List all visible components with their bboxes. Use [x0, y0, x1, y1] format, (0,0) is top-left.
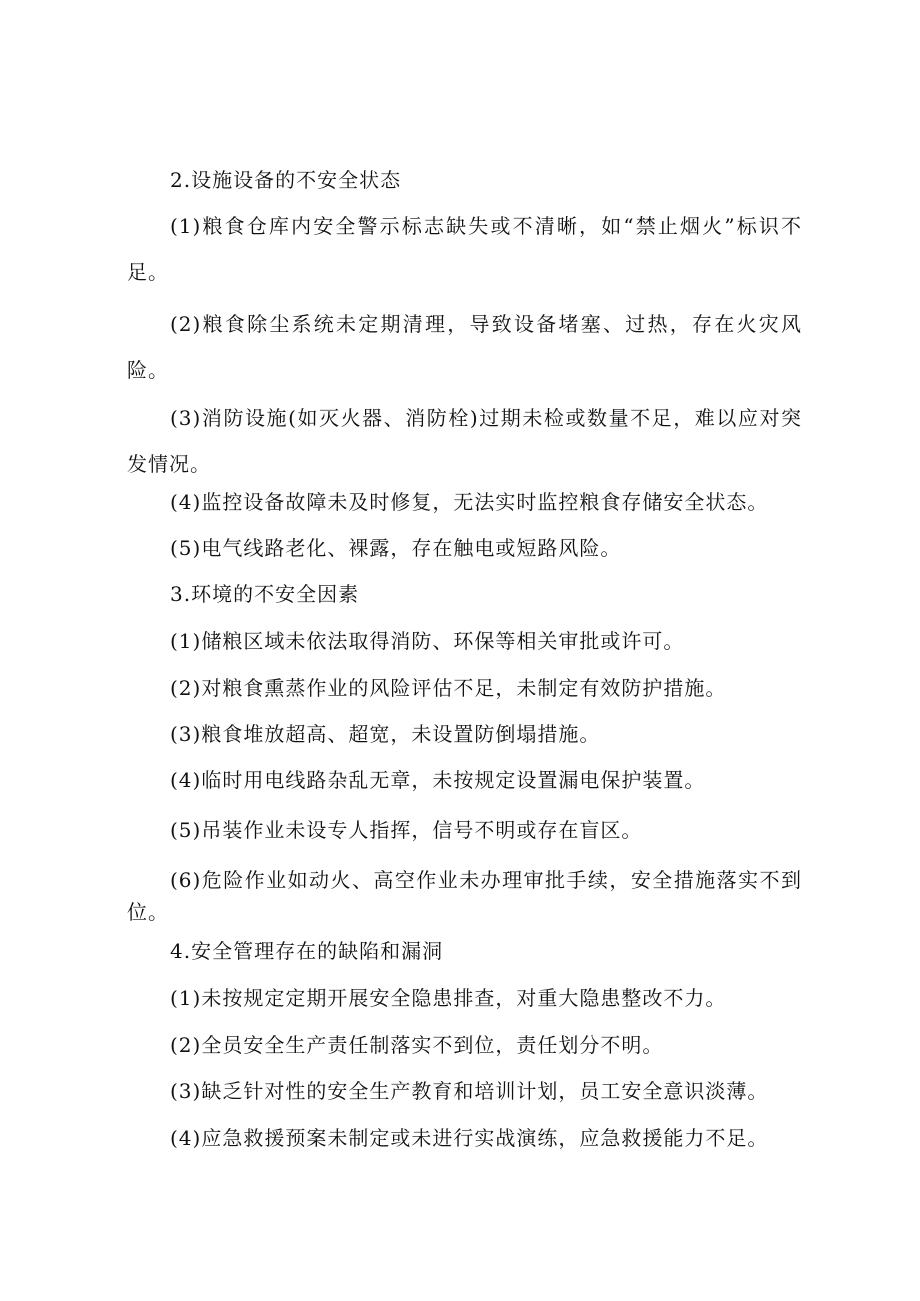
list-item: (1)未按规定定期开展安全隐患排查，对重大隐患整改不力。	[170, 986, 727, 1010]
list-item: (1)储粮区域未依法取得消防、环保等相关审批或许可。	[170, 629, 685, 653]
list-item: (5)电气线路老化、裸露，存在触电或短路风险。	[170, 536, 622, 560]
section-heading: 4.安全管理存在的缺陷和漏洞	[170, 939, 444, 963]
list-item: (3)粮食堆放超高、超宽，未设置防倒塌措施。	[170, 722, 601, 746]
list-item: (4)应急救援预案未制定或未进行实战演练，应急救援能力不足。	[170, 1126, 769, 1150]
list-item: (2)全员安全生产责任制落实不到位，责任划分不明。	[170, 1033, 664, 1057]
list-item: (5)吊装作业未设专人指挥，信号不明或存在盲区。	[170, 818, 643, 842]
list-item: (2)粮食除尘系统未定期清理，导致设备堵塞、过热，存在火灾风险。	[127, 312, 802, 382]
section-heading: 2.设施设备的不安全状态	[170, 168, 402, 192]
list-item: (6)危险作业如动火、高空作业未办理审批手续，安全措施落实不到位。	[127, 868, 802, 924]
section-heading: 3.环境的不安全因素	[170, 582, 360, 606]
list-item: (3)缺乏针对性的安全生产教育和培训计划，员工安全意识淡薄。	[170, 1079, 769, 1103]
list-item: (3)消防设施(如灭火器、消防栓)过期未检或数量不足，难以应对突发情况。	[127, 406, 802, 476]
list-item: (4)监控设备故障未及时修复，无法实时监控粮食存储安全状态。	[170, 490, 769, 514]
list-item: (4)临时用电线路杂乱无章，未按规定设置漏电保护装置。	[170, 768, 706, 792]
list-item: (2)对粮食熏蒸作业的风险评估不足，未制定有效防护措施。	[170, 676, 727, 700]
list-item: (1)粮食仓库内安全警示标志缺失或不清晰，如“禁止烟火”标识不足。	[127, 214, 802, 284]
